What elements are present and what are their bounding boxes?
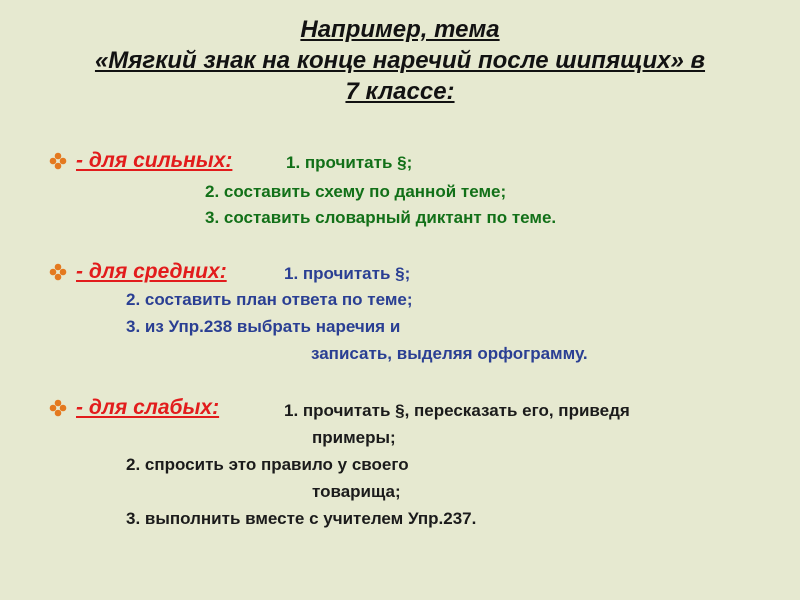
- group-strong-line-2: 2. составить схему по данной теме;: [205, 182, 507, 201]
- title-line-1: Например, тема: [300, 16, 500, 43]
- slide-title: [40, 14, 760, 107]
- group-weak-line-3: 2. спросить это правило у своего: [126, 455, 409, 474]
- group-middle-line-1: 1. прочитать §;: [284, 264, 411, 283]
- diamond-bullet-icon: [49, 152, 67, 170]
- group-weak-line-4: товарища;: [312, 482, 401, 501]
- title-line-2: «Мягкий знак на конце наречий после шипящих» в: [94, 47, 706, 74]
- group-middle-line-4: записать, выделяя орфограмму.: [311, 344, 588, 363]
- diamond-bullet-icon: [49, 399, 67, 417]
- title-line-3: 7 классе:: [345, 78, 455, 105]
- group-label-strong: - для сильных:: [76, 149, 233, 172]
- diamond-bullet-icon: [49, 263, 67, 281]
- group-weak-line-1: 1. прочитать §, пересказать его, приведя: [284, 401, 630, 420]
- group-strong-line-3: 3. составить словарный диктант по теме.: [205, 208, 557, 227]
- group-middle-line-2: 2. составить план ответа по теме;: [126, 290, 413, 309]
- group-weak-line-2: примеры;: [312, 428, 396, 447]
- group-label-middle: - для средних:: [76, 260, 227, 283]
- group-strong-line-1: 1. прочитать §;: [286, 153, 413, 172]
- group-middle-line-3: 3. из Упр.238 выбрать наречия и: [126, 317, 401, 336]
- group-weak-line-5: 3. выполнить вместе с учителем Упр.237.: [126, 509, 477, 528]
- group-label-weak: - для слабых:: [76, 396, 220, 419]
